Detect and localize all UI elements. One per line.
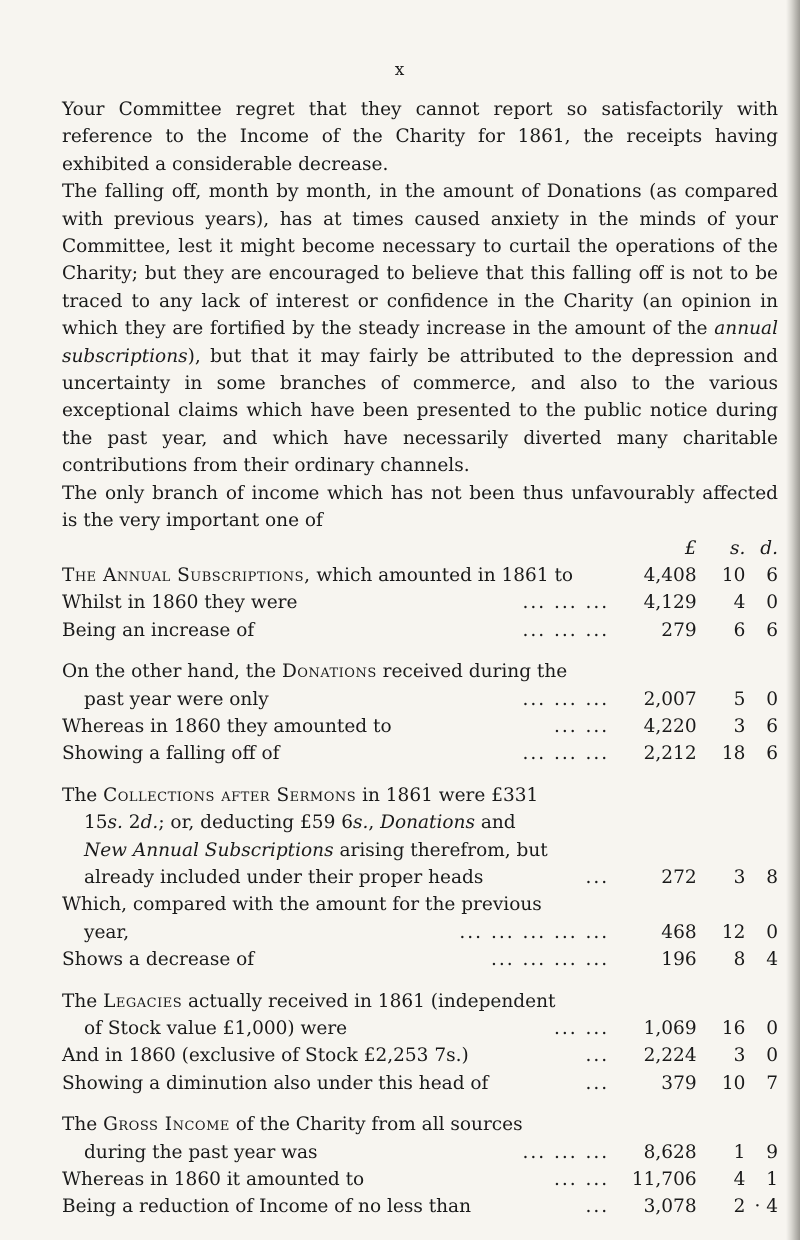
text: ), but that it may fairly be attributed to the depression and uncertainty in some branches of commerce, and also to the various exceptional claims which have been presented to the public notice during the past year, and which have necessarily diverted many charitable contributions from their ordinary channels.	[62, 345, 778, 477]
heading-gross-income: Gross Income	[103, 1114, 230, 1136]
pence-value: 6	[766, 619, 778, 641]
shilling-value: 3	[733, 1045, 746, 1067]
text: On the other hand, the	[62, 661, 282, 683]
paragraph-intro: Your Committee regret that they cannot report so satisfactorily with reference to the Income of the Charity for 1861, the receipts having exhibited a considerable decrease.	[62, 99, 778, 175]
shilling-value: 5	[733, 688, 746, 710]
pence-value: 9	[766, 1141, 778, 1163]
table-row	[62, 782, 778, 809]
emphasis-new-annual-subscriptions: New Annual Subscriptions	[84, 839, 334, 861]
text: s.	[107, 812, 123, 834]
leader-dots: ... ...	[553, 1169, 610, 1191]
text: The	[62, 1114, 104, 1136]
text: arising therefrom, but	[333, 839, 548, 861]
shilling-value: 6	[733, 619, 746, 641]
row-label: year,	[84, 921, 130, 943]
pence-header: d.	[760, 537, 778, 559]
leader-dots: ...	[585, 1196, 610, 1218]
row-label: And in 1860 (exclusive of Stock £2,253 7s.)	[62, 1045, 469, 1067]
heading-legacies: Legacies	[103, 990, 183, 1012]
row-label: Being an increase of	[62, 619, 255, 641]
text: ,	[368, 812, 381, 834]
pound-value: 468	[661, 921, 697, 943]
paragraph-donations-falling	[62, 178, 778, 479]
pence-value: 7	[766, 1072, 778, 1094]
table-row	[62, 562, 778, 589]
text: received during the	[376, 661, 568, 683]
row-label: Whereas in 1860 they amounted to	[62, 715, 392, 737]
pound-value: 272	[661, 866, 697, 888]
shilling-value: 8	[733, 949, 746, 971]
pound-header: £	[684, 537, 697, 559]
shilling-value: 18	[721, 743, 746, 765]
heading-donations: Donations	[281, 661, 377, 683]
row-label: Whilst in 1860 they were	[62, 592, 298, 614]
shilling-value: 12	[721, 921, 746, 943]
pence-value: 0	[766, 921, 778, 943]
row-label: Shows a decrease of	[62, 949, 255, 971]
leader-dots: ... ... ...	[522, 1141, 610, 1163]
row-label: Showing a falling off of	[62, 743, 280, 765]
heading-annual-subscriptions: The Annual Subscriptions,	[62, 564, 311, 586]
table-row	[62, 617, 778, 644]
table-row	[62, 919, 778, 946]
row-label: Which, compared with the amount for the previous	[62, 894, 542, 916]
page-number: x	[394, 60, 406, 80]
pound-value: 196	[661, 949, 697, 971]
pound-value: 4,220	[643, 715, 697, 737]
table-row	[62, 686, 778, 713]
pound-value: 379	[661, 1072, 697, 1094]
text: 15	[84, 812, 108, 834]
leader-dots: ... ... ...	[522, 592, 610, 614]
shilling-value: 2	[733, 1196, 746, 1218]
emphasis-donations: Donations	[380, 812, 475, 834]
text: in 1861 were £331	[356, 784, 539, 806]
paragraph-unfavourably: The only branch of income which has not been thus unfavourably affected is the very important one of	[62, 482, 778, 532]
leader-dots: ... ... ...	[522, 688, 610, 710]
table-row	[62, 946, 778, 973]
table-row	[62, 1070, 778, 1097]
table-row	[62, 1042, 778, 1069]
pence-value: 6	[766, 743, 778, 765]
report-page	[62, 96, 778, 1221]
shilling-header: s.	[730, 537, 746, 559]
row-label: Showing a diminution also under this head of	[62, 1072, 489, 1094]
text: ; or, deducting £59 6	[158, 812, 353, 834]
leader-dots: ...	[585, 866, 610, 888]
shilling-value: 1	[733, 1141, 746, 1163]
text: 2	[122, 812, 141, 834]
pound-value: 8,628	[643, 1141, 697, 1163]
table-row	[62, 589, 778, 616]
pound-value: 2,224	[643, 1045, 697, 1067]
emphasis-annual-subscriptions: annual subscriptions	[62, 318, 778, 367]
heading-collections: Collections after Sermons	[103, 784, 357, 806]
leader-dots: ... ... ... ...	[490, 949, 610, 971]
table-row	[62, 809, 778, 836]
row-label: of Stock value £1,000) were	[84, 1018, 348, 1039]
pound-value: 4,408	[643, 564, 697, 586]
table-row	[62, 1166, 778, 1193]
table-row	[62, 1139, 778, 1166]
leader-dots: ... ... ... ... ...	[459, 921, 610, 943]
text: The	[62, 784, 104, 806]
pound-value: 3,078	[643, 1196, 697, 1218]
row-label: already included under their proper heads	[84, 866, 484, 888]
leader-dots: ...	[585, 1072, 610, 1094]
pence-value: 0	[766, 592, 778, 614]
shilling-value: 3	[733, 866, 746, 888]
table-row	[62, 1015, 778, 1042]
pound-value: 4,129	[643, 592, 697, 614]
pence-value: 4	[766, 949, 778, 971]
shilling-value: 10	[721, 564, 746, 586]
leader-dots: ... ... ...	[522, 743, 610, 765]
row-label: Whereas in 1860 it amounted to	[62, 1169, 365, 1191]
shilling-value: 4	[733, 1169, 746, 1191]
pence-value: 1	[766, 1169, 778, 1191]
table-row	[62, 713, 778, 740]
text: d.	[140, 812, 159, 834]
leader-dots: ... ... ...	[522, 619, 610, 641]
row-label: past year were only	[84, 688, 269, 710]
table-row	[62, 837, 778, 864]
page-edge-shadow	[786, 0, 800, 1240]
shilling-value: 3	[733, 715, 746, 737]
leader-dots: ... ...	[553, 1018, 610, 1039]
table-row	[62, 1193, 778, 1220]
shilling-value: 16	[721, 1018, 746, 1039]
text: and	[474, 812, 516, 834]
pence-value: 0	[766, 688, 778, 710]
table-row	[62, 1111, 778, 1138]
table-row	[62, 891, 778, 918]
pound-value: 2,212	[643, 743, 697, 765]
pence-value: · 4	[754, 1196, 778, 1218]
pence-value: 6	[766, 715, 778, 737]
table-row	[62, 988, 778, 1015]
text: The	[62, 990, 104, 1012]
pound-value: 11,706	[631, 1169, 697, 1191]
row-label: Being a reduction of Income of no less than	[62, 1196, 471, 1218]
text: actually received in 1861 (independent	[182, 990, 556, 1012]
currency-header-row	[62, 535, 778, 562]
pound-value: 1,069	[643, 1018, 697, 1039]
pence-value: 0	[766, 1018, 778, 1039]
row-label: which amounted in 1861 to	[310, 564, 574, 586]
table-row	[62, 740, 778, 767]
shilling-value: 4	[733, 592, 746, 614]
pound-value: 2,007	[643, 688, 697, 710]
table-row	[62, 864, 778, 891]
leader-dots: ...	[585, 1045, 610, 1067]
pence-value: 6	[766, 564, 778, 586]
text: The falling off, month by month, in the amount of Donations (as compared with previous years), has at times caused anxiety in the minds of your Committee, lest it might become necessary to curtail the operations of the Charity; but they are encouraged to believe that this falling off is not to be traced to any lack of interest or confidence in the Charity (an opinion in which they are fortified by the steady increase in the amount of the	[62, 181, 778, 340]
shilling-value: 10	[721, 1072, 746, 1094]
row-label: during the past year was	[84, 1141, 318, 1163]
pence-value: 0	[766, 1045, 778, 1067]
text: s.	[353, 812, 369, 834]
leader-dots: ... ...	[553, 715, 610, 737]
text: of the Charity from all sources	[229, 1114, 523, 1136]
income-table	[62, 535, 778, 1221]
pound-value: 279	[661, 619, 697, 641]
pence-value: 8	[766, 866, 778, 888]
table-row	[62, 658, 778, 685]
